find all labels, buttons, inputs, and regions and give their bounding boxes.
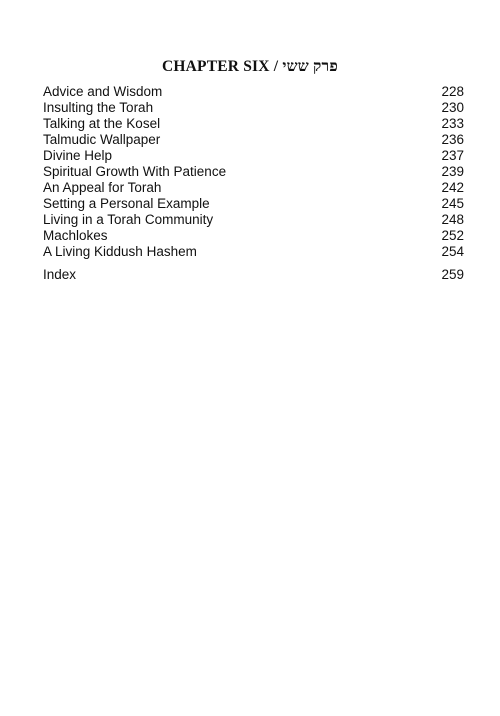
toc-entry-page: 245 [441, 196, 464, 211]
toc-entry [43, 164, 464, 180]
toc-entry [43, 100, 464, 116]
toc-entry-page: 236 [441, 132, 464, 147]
toc-entry [43, 84, 464, 100]
chapter-label: CHAPTER SIX [161, 58, 270, 75]
toc-index-title: Index [43, 267, 77, 282]
chapter-hebrew-title: פרק ששי [282, 58, 338, 75]
toc-entry-title: Living in a Torah Community [43, 212, 214, 227]
toc-entry [43, 132, 464, 148]
toc-entry-title: Divine Help [43, 148, 113, 163]
toc-entry-title: An Appeal for Torah [43, 180, 162, 195]
toc-entry-page: 252 [441, 228, 464, 243]
chapter-heading [0, 56, 500, 78]
toc-entry-page: 237 [441, 148, 464, 163]
toc-entry-page: 239 [441, 164, 464, 179]
toc-entry-page: 248 [441, 212, 464, 227]
toc-entry-title: Setting a Personal Example [43, 196, 210, 211]
toc-entry [43, 212, 464, 228]
toc-entry-title: Talmudic Wallpaper [43, 132, 161, 147]
toc-entry [43, 196, 464, 212]
toc-entry-title: A Living Kiddush Hashem [43, 244, 197, 259]
table-of-contents [43, 84, 464, 283]
toc-entry-title: Advice and Wisdom [43, 84, 163, 99]
toc-entry-title: Insulting the Torah [43, 100, 154, 115]
toc-entry [43, 148, 464, 164]
toc-entry-page: 233 [441, 116, 464, 131]
toc-entry [43, 180, 464, 196]
toc-entry [43, 244, 464, 260]
toc-entry-page: 230 [441, 100, 464, 115]
toc-entry [43, 228, 464, 244]
toc-entry-title: Spiritual Growth With Patience [43, 164, 227, 179]
toc-index-entry [43, 267, 464, 283]
toc-entry-page: 254 [441, 244, 464, 259]
toc-entry-title: Talking at the Kosel [43, 116, 161, 131]
toc-entry [43, 116, 464, 132]
toc-entry-page: 228 [441, 84, 464, 99]
toc-entry-page: 242 [441, 180, 464, 195]
toc-entry-title: Machlokes [43, 228, 108, 243]
toc-index-page: 259 [441, 267, 464, 282]
chapter-separator: / [273, 58, 279, 75]
